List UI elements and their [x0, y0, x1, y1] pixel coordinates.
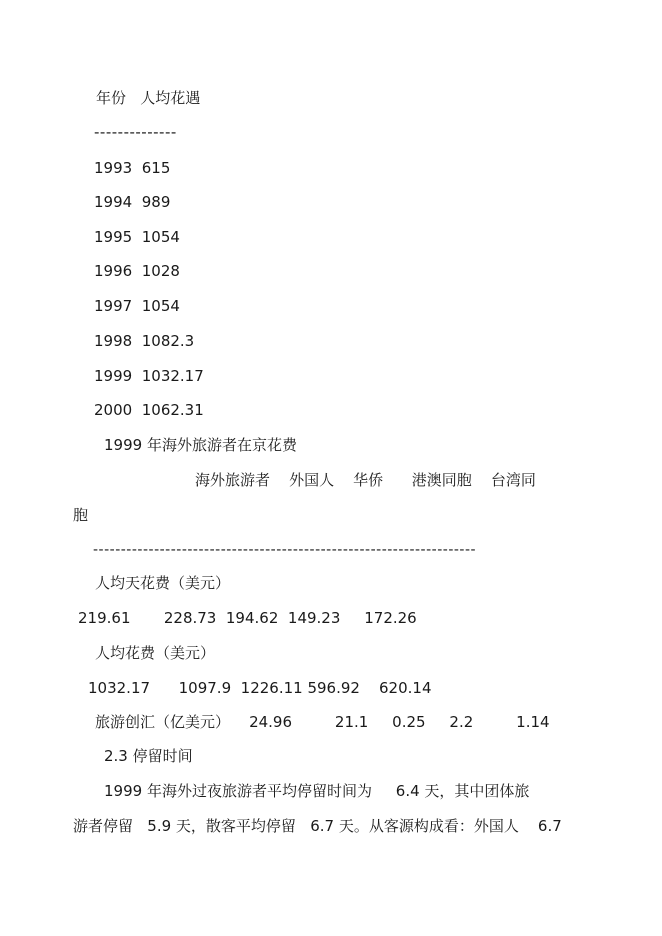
value-cell: 1054 [141, 228, 180, 246]
table-row [94, 192, 170, 212]
value-cell: 1062.31 [141, 401, 204, 419]
per-capita-spend-values: 1032.17 1097.9 1226.11 596.92 620.14 [88, 679, 432, 697]
table2-title: 1999 年海外旅游者在京花费 [104, 436, 297, 454]
value-cell: 615 [141, 159, 171, 177]
tourism-revenue-row: 旅游创汇（亿美元） 24.96 21.1 0.25 2.2 1.14 [95, 713, 550, 731]
table-row [94, 296, 180, 316]
year-cell: 1995 [94, 228, 133, 246]
value-cell: 1054 [141, 297, 180, 315]
table-row [94, 366, 204, 386]
table2-header-line2: 胞 [73, 506, 89, 524]
year-cell: 1993 [94, 159, 133, 177]
daily-spend-values: 219.61 228.73 194.62 149.23 172.26 [78, 609, 417, 627]
year-cell: 1998 [94, 332, 133, 350]
year-cell: 1999 [94, 367, 133, 385]
daily-spend-label: 人均天花费（美元） [95, 574, 231, 592]
per-capita-spend-label: 人均花费（美元） [95, 644, 216, 662]
value-cell: 1082.3 [141, 332, 195, 350]
value-cell: 1032.17 [141, 367, 204, 385]
table-row [94, 158, 170, 178]
value-cell: 989 [141, 193, 171, 211]
year-cell: 1996 [94, 262, 133, 280]
table-row [94, 261, 180, 281]
section-heading: 2.3 停留时间 [104, 747, 193, 765]
table-row [94, 227, 180, 247]
table2-divider: --------------------------------------------------------------------- [93, 542, 477, 558]
value-cell: 1028 [141, 262, 180, 280]
table2-header-line1: 海外旅游者 外国人 华侨 港澳同胞 台湾同 [195, 471, 536, 489]
table1-divider: -------------- [94, 123, 177, 141]
year-cell: 1997 [94, 297, 133, 315]
paragraph-line-2: 游者停留 5.9 天，散客平均停留 6.7 天。从客源构成看：外国人 6.7 [73, 817, 562, 835]
paragraph-line-1: 1999 年海外过夜旅游者平均停留时间为 6.4 天，其中团体旅 [104, 782, 530, 800]
table-row [94, 400, 204, 420]
table1-header: 年份 人均花遇 [96, 89, 201, 107]
year-cell: 1994 [94, 193, 133, 211]
year-cell: 2000 [94, 401, 133, 419]
table-row [94, 331, 194, 351]
